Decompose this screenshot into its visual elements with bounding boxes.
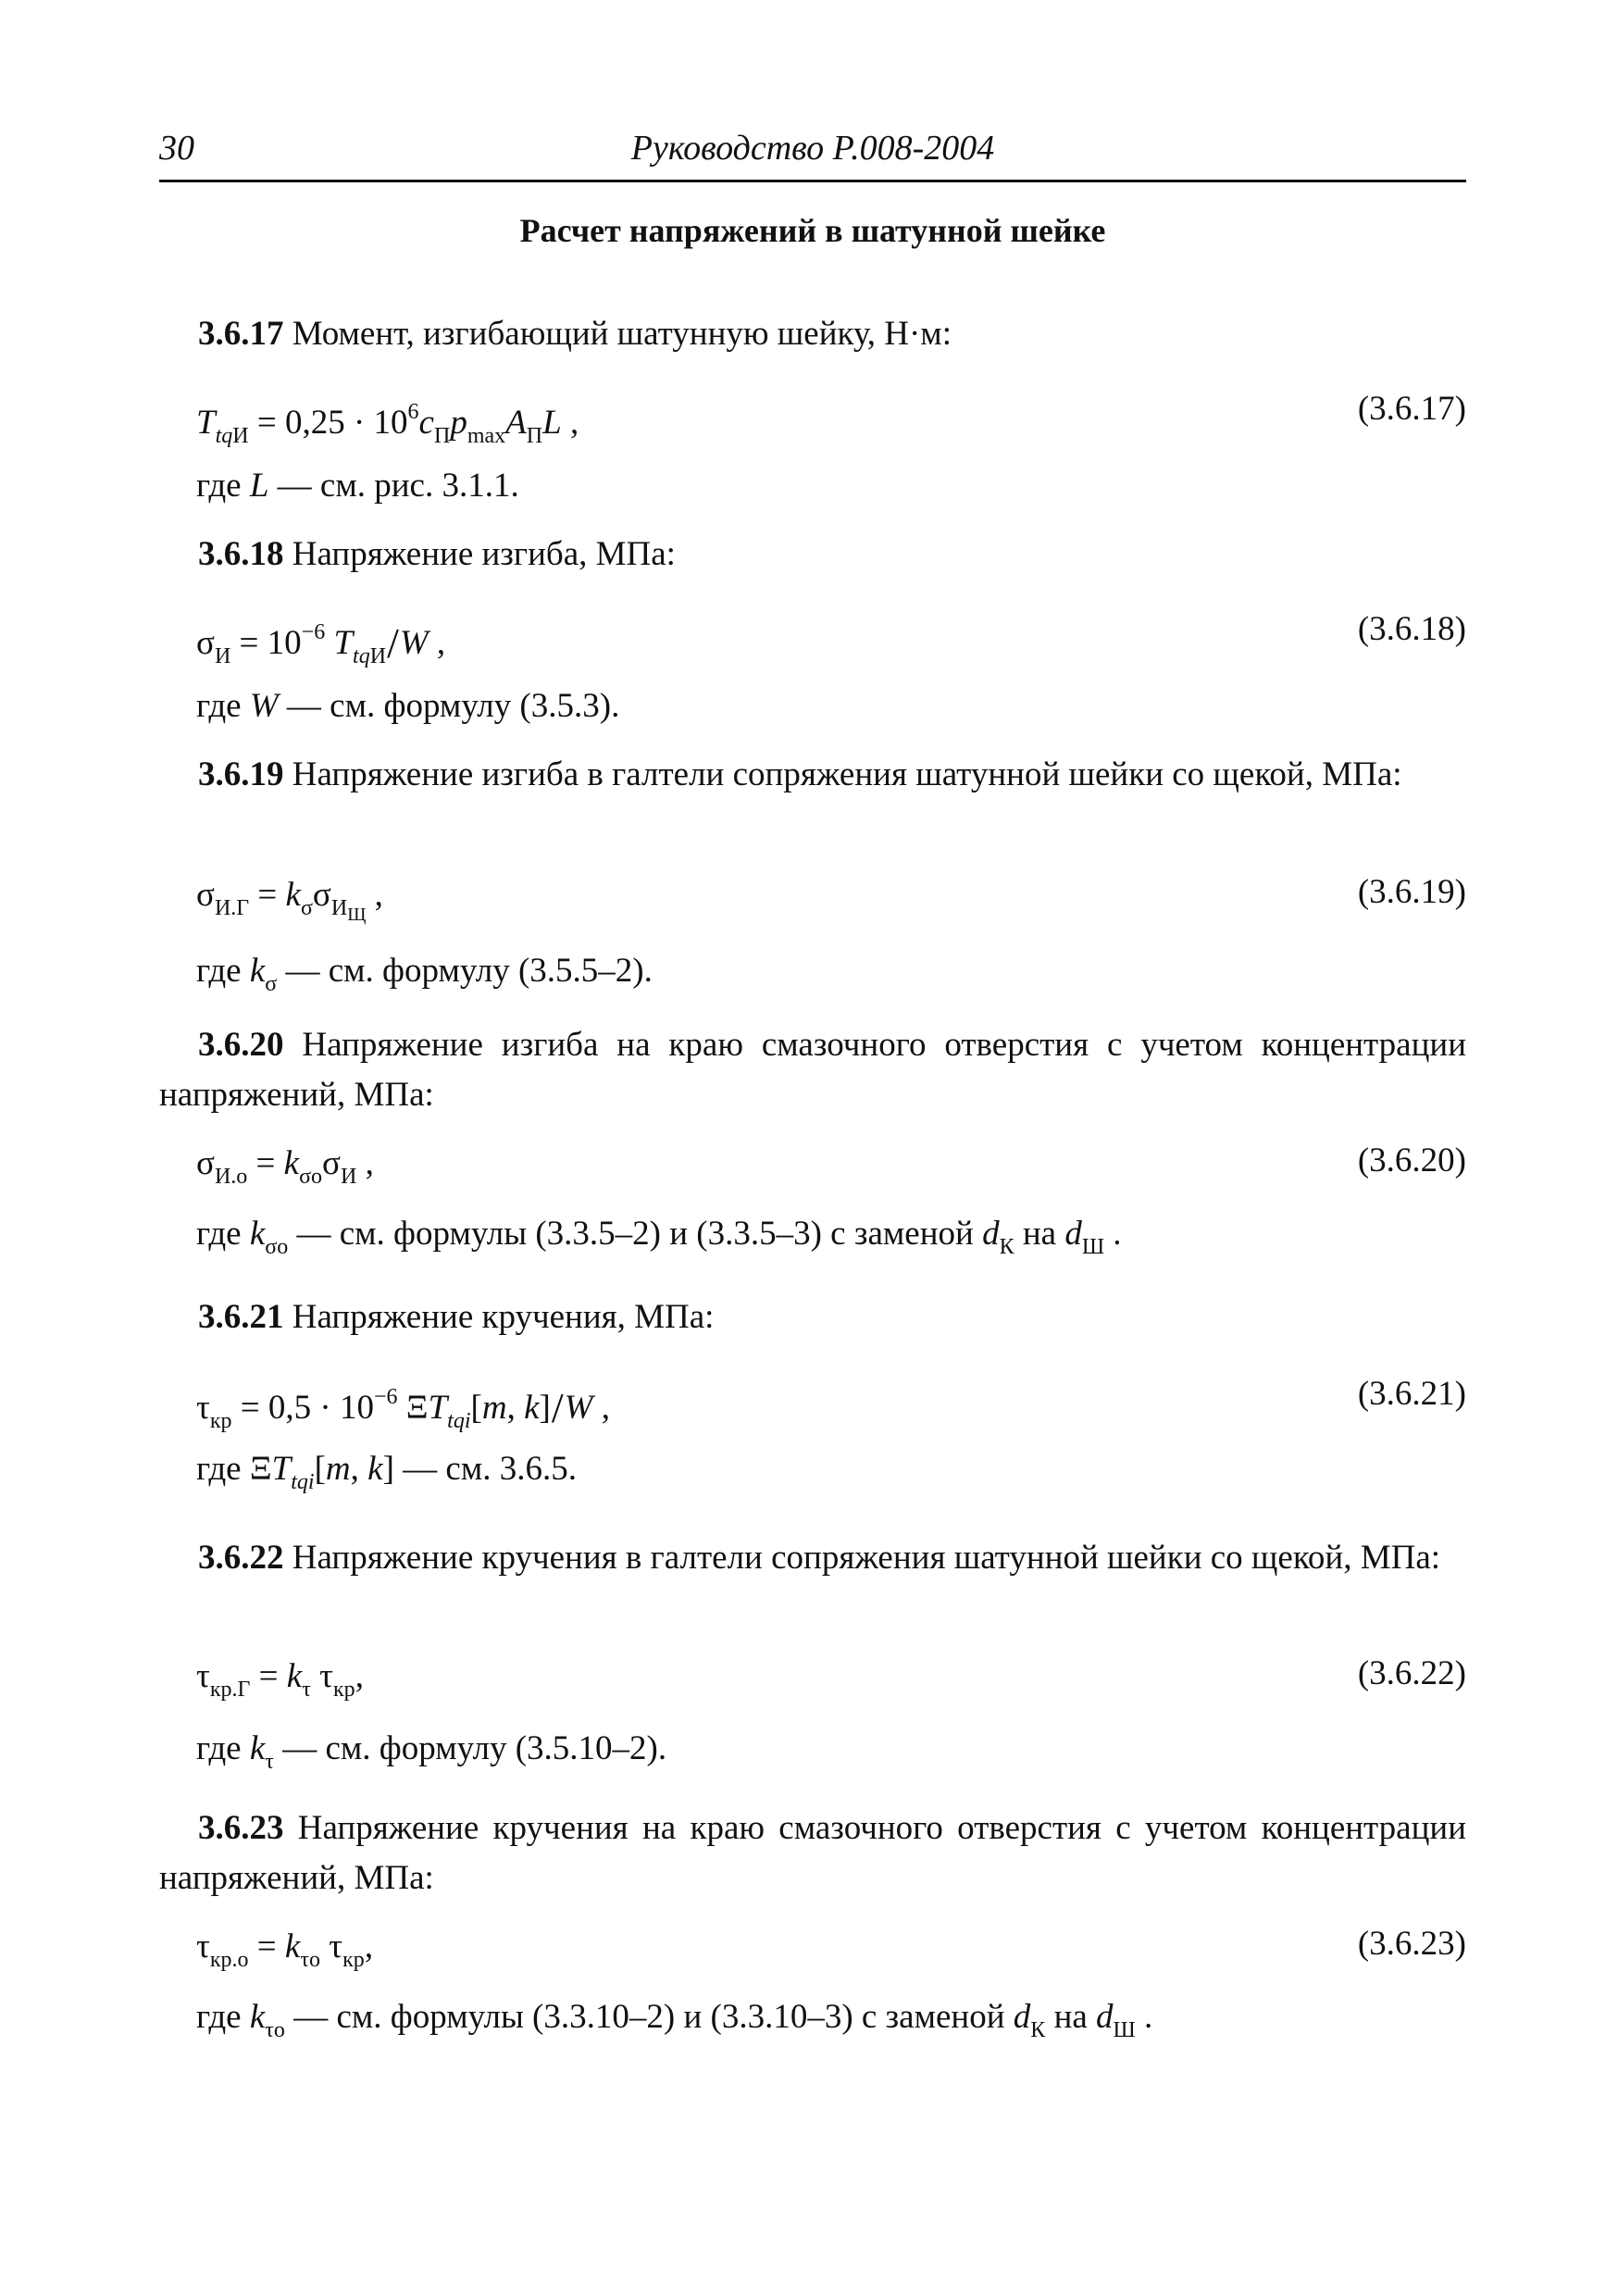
- where-clause: где $k_\tau$ — см. формулу (3.5.10–2).: [196, 1729, 667, 1774]
- where-clause: где W — см. формулу (3.5.3).: [196, 687, 620, 725]
- where-clause: где L — см. рис. 3.1.1.: [196, 467, 519, 505]
- formula-3-6-20: $\sigma_{И.о} = k_{\sigma о}\sigma_И$ ,: [196, 1144, 374, 1189]
- item-text: Напряжение изгиба на краю смазочного отверстия с учетом концентрации напряжений, МПа:: [159, 1026, 1466, 1114]
- paragraph-3-6-21: [159, 1292, 1466, 1342]
- formula-3-6-21: $\tau_{кр} = 0,5 \cdot 10^{-6}$ $\Xi T_{tqi}[m$, k]/W ,: [196, 1384, 610, 1433]
- item-text: Момент, изгибающий шатунную шейку, Н·м:: [292, 315, 952, 353]
- where-clause: где $k_{\tau о}$ — см. формулы (3.3.10–2) и (3.3.10–3) с заменой $d_К$ на $d_Ш$ .: [196, 1998, 1153, 2042]
- formula-3-6-18: $\sigma_И = 10^{-6}$ $T_{tqИ}/W$ ,: [196, 619, 446, 668]
- equation-number: (3.6.22): [1357, 1654, 1466, 1692]
- paragraph-3-6-19: [159, 750, 1466, 800]
- item-text: Напряжение изгиба, МПа:: [292, 535, 676, 573]
- running-header: [159, 128, 1466, 182]
- where-clause: где $k_{\sigma о}$ — см. формулы (3.3.5–2) и (3.3.5–3) с заменой $d_К$ на $d_Ш$ .: [196, 1215, 1122, 1259]
- formula-3-6-23: $\tau_{кр.о} = k_{\tau о}$ $\tau_{кр}$,: [196, 1928, 374, 1972]
- paragraph-3-6-23: [159, 1803, 1466, 1903]
- item-number: 3.6.23: [198, 1809, 284, 1847]
- equation-number: (3.6.20): [1357, 1142, 1466, 1179]
- equation-number: (3.6.21): [1357, 1375, 1466, 1413]
- paragraph-3-6-22: [159, 1533, 1466, 1583]
- item-number: 3.6.22: [198, 1539, 284, 1577]
- paragraph-3-6-18: [159, 530, 1466, 580]
- page-number: 30: [159, 129, 194, 168]
- formula-3-6-17: $T_{tqИ} = 0,25 \cdot 10^6c_Пp_{max}A_ПL$ ,: [196, 400, 579, 448]
- equation-number: (3.6.19): [1357, 873, 1466, 911]
- item-text: Напряжение изгиба в галтели сопряжения шатунной шейки со щекой, МПа:: [292, 755, 1402, 793]
- paragraph-3-6-17: [159, 309, 1466, 359]
- item-number: 3.6.18: [198, 535, 284, 573]
- formula-3-6-19: $\sigma_{И.Г} = k_\sigma\sigma_{И_Щ}$ ,: [196, 876, 383, 925]
- where-clause: где $\Xi T_{tqi}[m$, k] — см. 3.6.5.: [196, 1450, 577, 1494]
- equation-number: (3.6.17): [1357, 390, 1466, 428]
- item-text: Напряжение кручения в галтели сопряжения шатунной шейки со щекой, МПа:: [292, 1539, 1441, 1577]
- item-number: 3.6.21: [198, 1298, 284, 1336]
- item-number: 3.6.20: [198, 1026, 284, 1064]
- section-title: Расчет напряжений в шатунной шейке: [519, 212, 1106, 249]
- paragraph-3-6-20: [159, 1020, 1466, 1120]
- item-text: Напряжение кручения, МПа:: [292, 1298, 715, 1336]
- equation-number: (3.6.18): [1357, 610, 1466, 648]
- where-clause: где $k_\sigma$ — см. формулу (3.5.5–2).: [196, 952, 653, 996]
- item-number: 3.6.17: [198, 315, 284, 353]
- document-title: Руководство Р.008-2004: [630, 129, 995, 168]
- item-text: Напряжение кручения на краю смазочного отверстия с учетом концентрации напряжений, МПа:: [159, 1809, 1466, 1897]
- item-number: 3.6.19: [198, 755, 284, 793]
- formula-3-6-22: $\tau_{кр.Г} = k_\tau$ $\tau_{кр}$,: [196, 1657, 364, 1702]
- equation-number: (3.6.23): [1357, 1925, 1466, 1963]
